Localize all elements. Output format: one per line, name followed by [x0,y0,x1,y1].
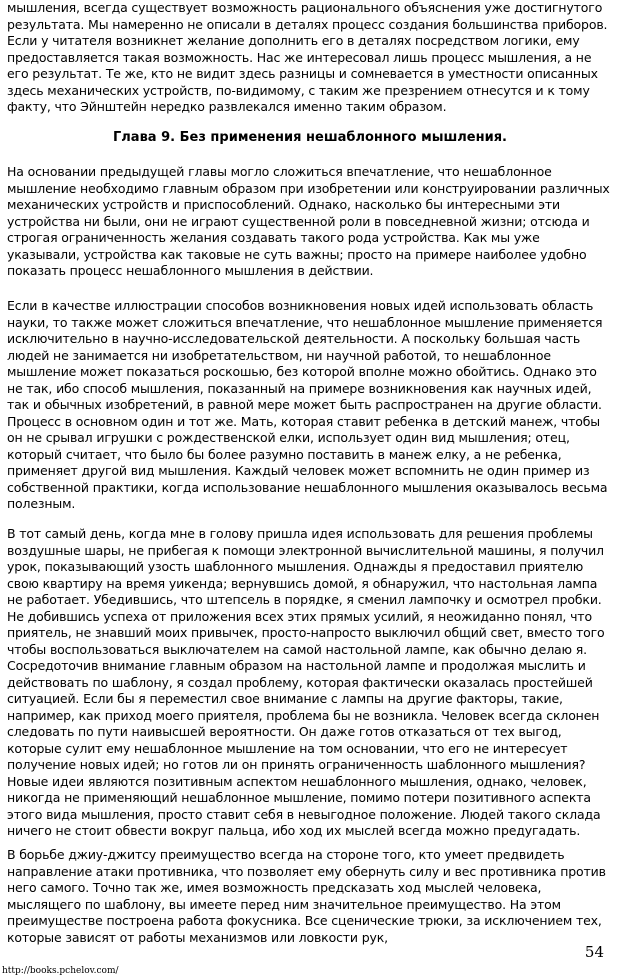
intro-paragraph [7,0,613,116]
body-paragraph-2 [7,298,613,513]
chapter-heading: Глава 9. Без применения нешаблонного мышления. [113,130,507,145]
paragraph-text: На основании предыдущей главы могло сложиться впечатление, что нешаблонное мышление необходимо главным образом при изобретении или конструировании различных механических устройств и приспособлений. Однако, насколько бы интересными эти устройства ни были, они не играют существенной роли в повседневной жизни; отсюда и строгая ограниченность желания создавать такого рода устройства. Как мы уже указывали, устройства как таковые не суть важны; просто на примере наиболее удобно показать процесс нешаблонного мышления в действии. [7,164,610,278]
body-paragraph-3 [7,526,613,840]
paragraph-text: В тот самый день, когда мне в голову пришла идея использовать для решения проблемы воздушные шары, не прибегая к помощи электронной вычислительной машины, я получил урок, показывающий узость шаблонного мышления. Однажды я предоставил приятелю свою квартиру на время уикенда; вернувшись домой, я обнаружил, что настольная лампа не работает. Убедившись, что штепсель в порядке, я сменил лампочку и осмотрел пробки. Не добившись успеха от приложения всех этих прямых усилий, я неожиданно понял, что приятель, не знавший моих привычек, просто-напросто выключил общий свет, вместо того чтобы воспользоваться выключателем на самой настольной лампе, как обычно делаю я. Сосредоточив внимание главным образом на настольной лампе и продолжая мыслить и действовать по шаблону, я создал проблему, которая фактически оказалась простейшей ситуацией. Если бы я переместил свое внимание с лампы на другие факторы, такие, например, как приход моего приятеля, проблема бы не возникла. Человек всегда склонен следовать по пути наивысшей вероятности. Он даже готов отказаться от тех выгод, которые сулит ему нешаблонное мышление на том основании, что его не интересует получение новых идей; но готов ли он принять ограниченность шаблонного мышления? Новые идеи являются позитивным аспектом нешаблонного мышления, однако, человек, никогда не применяющий нешаблонное мышление, помимо потери позитивного аспекта этого вида мышления, просто ставит себя в невыгодное положение. Людей такого склада ничего не стоит обвести вокруг пальца, ибо ход их мыслей всегда можно предугадать. [7,526,605,838]
body-paragraph-1 [7,164,613,280]
body-paragraph-4 [7,847,613,946]
paragraph-text: В борьбе джиу-джитсу преимущество всегда на стороне того, кто умеет предвидеть направление атаки противника, что позволяет ему обернуть силу и вес противника против него самого. Точно так же, имея возможность предсказать ход мыслей человека, мыслящего по шаблону, вы имеете перед ним значительное преимущество. На этом преимуществе построена работа фокусника. Все сценические трюки, за исключением тех, которые зависят от работы механизмов или ловкости рук, [7,847,606,945]
footer-url-link[interactable]: http://books.pchelov.com/ [2,966,119,976]
page-number: 54 [584,943,604,961]
paragraph-text: мышления, всегда существует возможность рационального объяснения уже достигнутого результата. Мы намеренно не описали в деталях процесс создания большинства приборов. Если у читателя возникнет желание дополнить его в деталях посредством логики, ему предоставляется такая возможность. Нас же интересовал лишь процесс мышления, а не его результат. Те же, кто не видит здесь разницы и сомневается в уместности описанных здесь механических устройств, по-видимому, с таким же презрением отнесутся и к тому факту, что Эйнштейн нередко развлекался именно таким образом. [7,0,608,114]
paragraph-text: Если в качестве иллюстрации способов возникновения новых идей использовать область науки, то также может сложиться впечатление, что нешаблонное мышление применяется исключительно в научно-исследовательской деятельности. А поскольку большая часть людей не занимается ни изобретательством, ни научной работой, то нешаблонное мышление может показаться роскошью, без которой вполне можно обойтись. Однако это не так, ибо способ мышления, показанный на примере возникновения как научных идей, так и обычных изобретений, в равной мере может быть распространен на другие области. Процесс в основном один и тот же. Мать, которая ставит ребенка в детский манеж, чтобы он не срывал игрушки с рождественской елки, использует один вид мышления; отец, который считает, что было бы более разумно поставить в манеж елку, а не ребенка, применяет другой вид мышления. Каждый человек может вспомнить не один пример из собственной практики, когда использование нешаблонного мышления оказывалось весьма полезным. [7,298,608,511]
